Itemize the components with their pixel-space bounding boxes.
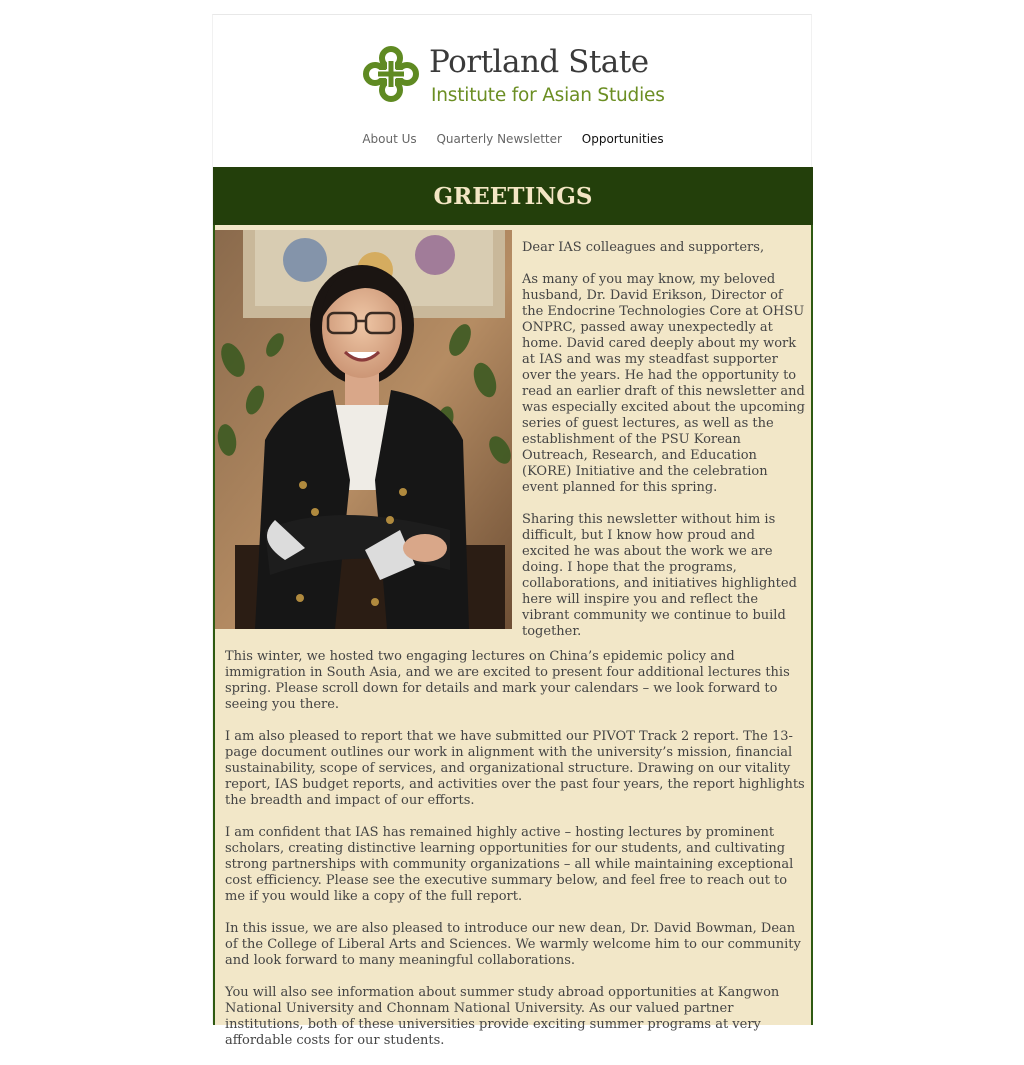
letter-salutation: Dear IAS colleagues and supporters,: [522, 240, 765, 255]
greetings-banner: [213, 167, 813, 225]
letter-paragraph: This winter, we hosted two engaging lectures on China’s epidemic policy and immigration in South Asia, and we are excited to present four additional lectures this spring. Please scroll down for details and mark your calendars – we look forward to seeing you there.: [225, 649, 790, 712]
letter-paragraph: As many of you may know, my beloved husband, Dr. David Erikson, Director of the Endocrine Technologies Core at OHSU ONPRC, passed away unexpectedly at home. David cared deeply about my work at IAS and was my steadfast supporter over the years. He had the opportunity to read an earlier draft of this newsletter and was especially excited about the upcoming series of guest lectures, as well as the establishment of the PSU Korean Outreach, Research, and Education (KORE) Initiative and the celebration event planned for this spring.: [522, 272, 805, 495]
nav-link-quarterly-newsletter[interactable]: Quarterly Newsletter: [436, 132, 562, 146]
logo-subtitle: Institute for Asian Studies: [431, 85, 665, 106]
letter-paragraph: You will also see information about summer study abroad opportunities at Kangwon National University and Chonnam National University. As our valued partner institutions, both of these universities provide exciting summer programs at very affordable costs for our students.: [225, 985, 780, 1048]
newsletter-email: [212, 14, 812, 1048]
greetings-section: [213, 225, 813, 1048]
nav-link-about-us[interactable]: About Us: [362, 132, 417, 146]
letter-paragraph: Sharing this newsletter without him is difficult, but I know how proud and excited he was about the work we are doing. I hope that the programs, collaborations, and initiatives highlighted here will inspire you and reflect the vibrant community we continue to build together.: [522, 512, 797, 639]
letter-paragraph: I am also pleased to report that we have submitted our PIVOT Track 2 report. The 13-page document outlines our work in alignment with the university’s mission, financial sustainability, scope of services, and organizational structure. Drawing on our vitality report, IAS budget reports, and activities over the past four years, the report highlights the breadth and impact of our efforts.: [225, 729, 805, 808]
portrait-illustration: [215, 230, 512, 629]
letter-paragraph: In this issue, we are also pleased to introduce our new dean, Dr. David Bowman, Dean of the College of Liberal Arts and Sciences. We warmly welcome him to our community and look forward to many meaningful collaborations.: [225, 921, 801, 968]
letter-paragraph: I am confident that IAS has remained highly active – hosting lectures by prominent scholars, creating distinctive learning opportunities for our students, and cultivating strong partnerships with community organizations – all while maintaining exceptional cost efficiency. Please see the executive summary below, and feel free to reach out to me if you would like a copy of the full report.: [225, 825, 794, 904]
top-nav: [213, 132, 813, 146]
greeting-letter-body: [225, 649, 805, 1065]
psu-logo[interactable]: [363, 45, 663, 111]
nav-link-opportunities[interactable]: Opportunities: [581, 132, 664, 146]
logo-name: Portland State: [429, 44, 649, 80]
director-portrait: [215, 230, 512, 629]
greeting-letter-intro: [522, 240, 805, 656]
banner-title: GREETINGS: [433, 182, 593, 210]
psu-logo-mark-icon: [363, 45, 419, 103]
